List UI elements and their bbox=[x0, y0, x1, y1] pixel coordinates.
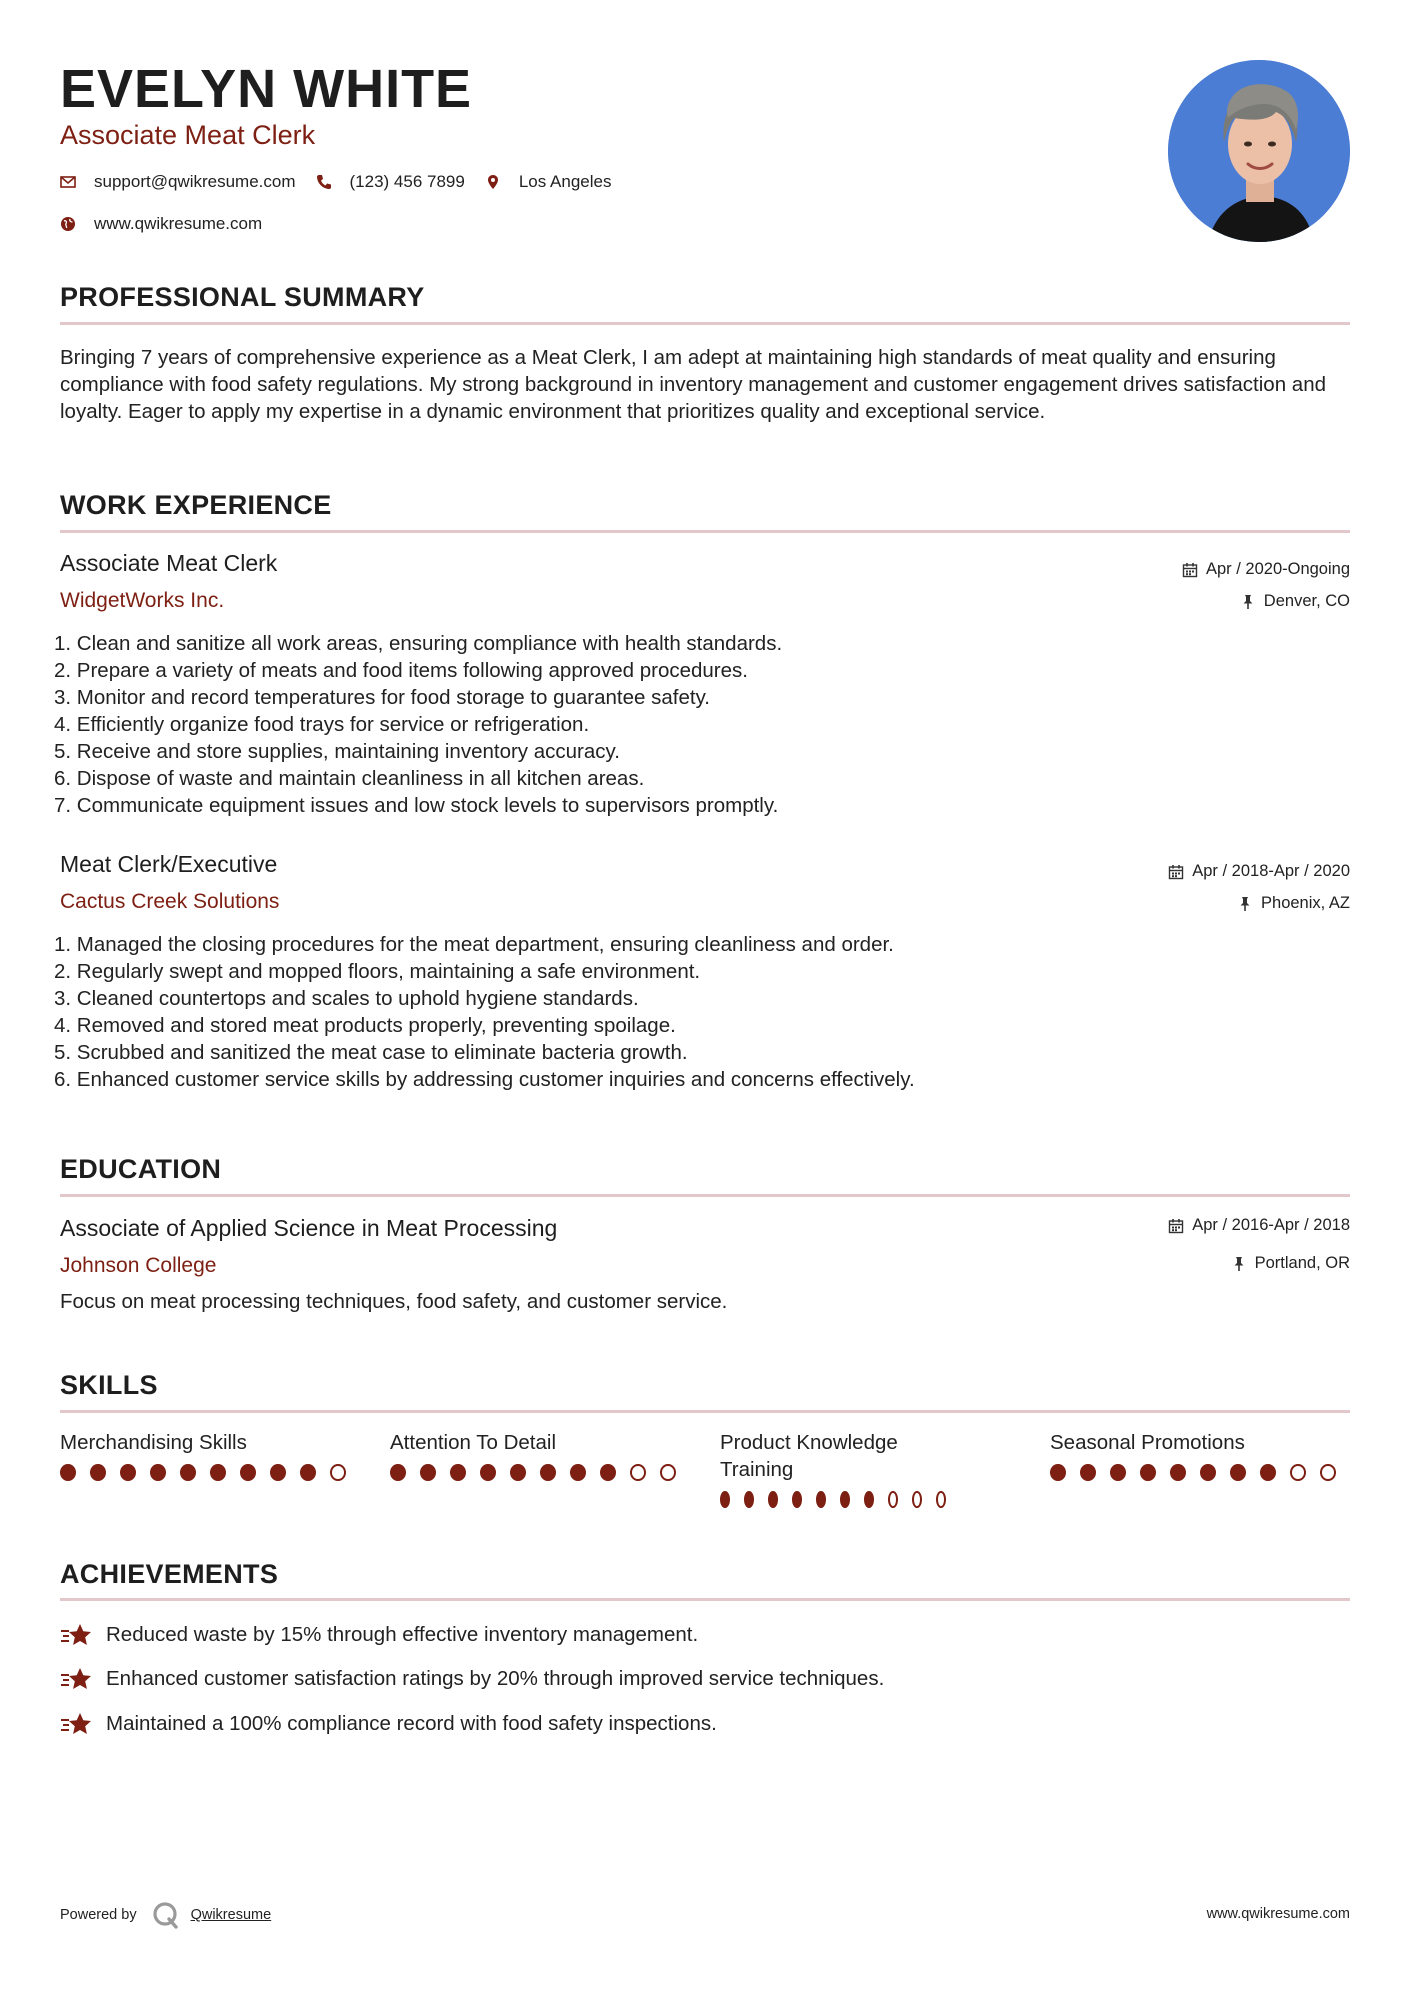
rating-dot-filled bbox=[840, 1491, 850, 1508]
rating-dot-empty bbox=[912, 1491, 922, 1508]
envelope-icon bbox=[60, 174, 76, 190]
education-location bbox=[1231, 1254, 1350, 1273]
rating-dot-filled bbox=[864, 1491, 874, 1508]
calendar-icon bbox=[1168, 864, 1184, 880]
section-divider bbox=[60, 1194, 1350, 1197]
job-location-text: Denver, CO bbox=[1263, 592, 1350, 610]
job-dates bbox=[1168, 862, 1350, 881]
skill-rating bbox=[60, 1464, 360, 1481]
email-text: support@qwikresume.com bbox=[94, 172, 296, 191]
company-name: Cactus Creek Solutions bbox=[60, 890, 280, 913]
pushpin-icon bbox=[1231, 1256, 1247, 1272]
rating-dot-filled bbox=[60, 1464, 76, 1481]
job-location bbox=[1240, 592, 1350, 611]
pushpin-icon bbox=[1237, 896, 1253, 912]
rating-dot-filled bbox=[720, 1491, 730, 1508]
rating-dot-filled bbox=[390, 1464, 406, 1481]
skill-name: Merchandising Skills bbox=[60, 1431, 247, 1454]
job-location-text: Phoenix, AZ bbox=[1261, 894, 1350, 912]
section-title-summary: PROFESSIONAL SUMMARY bbox=[60, 282, 425, 312]
rating-dot-filled bbox=[480, 1464, 496, 1481]
phone-text: (123) 456 7899 bbox=[349, 172, 465, 191]
globe-icon bbox=[60, 216, 76, 232]
rating-dot-filled bbox=[120, 1464, 136, 1481]
school-name: Johnson College bbox=[60, 1254, 217, 1277]
list-item: 6. Enhanced customer service skills by addressing customer inquiries and concerns effectively. bbox=[54, 1068, 915, 1091]
education-description: Focus on meat processing techniques, food safety, and customer service. bbox=[60, 1290, 728, 1313]
skill-item bbox=[60, 1429, 360, 1481]
list-item: 4. Efficiently organize food trays for service or refrigeration. bbox=[54, 713, 590, 736]
rating-dot-filled bbox=[768, 1491, 778, 1508]
skill-item bbox=[390, 1429, 690, 1481]
rating-dot-filled bbox=[210, 1464, 226, 1481]
list-item: 4. Removed and stored meat products properly, preventing spoilage. bbox=[54, 1014, 676, 1037]
rating-dot-empty bbox=[660, 1464, 676, 1481]
list-item: 3. Monitor and record temperatures for food storage to guarantee safety. bbox=[54, 686, 710, 709]
portrait-image bbox=[1168, 60, 1350, 242]
section-divider bbox=[60, 1410, 1350, 1413]
section-divider bbox=[60, 530, 1350, 533]
list-item: 1. Clean and sanitize all work areas, ensuring compliance with health standards. bbox=[54, 632, 783, 655]
star-icon bbox=[60, 1711, 94, 1737]
rating-dot-filled bbox=[510, 1464, 526, 1481]
list-item: 2. Regularly swept and mopped floors, maintaining a safe environment. bbox=[54, 960, 701, 983]
achievement-item bbox=[60, 1622, 698, 1648]
section-divider bbox=[60, 1598, 1350, 1601]
skill-rating bbox=[1050, 1464, 1350, 1481]
achievement-item bbox=[60, 1666, 884, 1692]
skill-item bbox=[1050, 1429, 1350, 1481]
job-dates-text: Apr / 2018-Apr / 2020 bbox=[1192, 862, 1350, 880]
job-dates-text: Apr / 2020-Ongoing bbox=[1205, 560, 1350, 578]
section-title-skills: SKILLS bbox=[60, 1370, 158, 1400]
achievement-text: Enhanced customer satisfaction ratings by 20% through improved service techniques. bbox=[106, 1667, 885, 1690]
rating-dot-empty bbox=[330, 1464, 346, 1481]
rating-dot-filled bbox=[600, 1464, 616, 1481]
achievement-text: Maintained a 100% compliance record with food safety inspections. bbox=[106, 1712, 717, 1735]
qwikresume-link[interactable]: Qwikresume bbox=[190, 1907, 272, 1923]
skill-name: Product Knowledge Training bbox=[720, 1431, 898, 1481]
rating-dot-filled bbox=[240, 1464, 256, 1481]
map-pin-icon bbox=[485, 174, 501, 190]
rating-dot-filled bbox=[180, 1464, 196, 1481]
education-dates bbox=[1168, 1216, 1350, 1235]
rating-dot-filled bbox=[420, 1464, 436, 1481]
profile-photo bbox=[1168, 60, 1350, 242]
rating-dot-filled bbox=[792, 1491, 802, 1508]
calendar-icon bbox=[1168, 1218, 1184, 1234]
calendar-icon bbox=[1182, 562, 1198, 578]
rating-dot-filled bbox=[1230, 1464, 1246, 1481]
star-icon bbox=[60, 1666, 94, 1692]
list-item: 5. Receive and store supplies, maintaining inventory accuracy. bbox=[54, 740, 620, 763]
website-text: www.qwikresume.com bbox=[94, 214, 263, 233]
contact-location bbox=[485, 172, 612, 192]
company-name: WidgetWorks Inc. bbox=[60, 589, 225, 612]
education-dates-text: Apr / 2016-Apr / 2018 bbox=[1192, 1216, 1350, 1234]
skill-rating bbox=[390, 1464, 690, 1481]
job-bullets bbox=[54, 630, 1254, 819]
section-title-education: EDUCATION bbox=[60, 1154, 222, 1184]
star-icon bbox=[60, 1622, 94, 1648]
section-divider bbox=[60, 322, 1350, 325]
skill-rating bbox=[720, 1491, 960, 1508]
skill-name: Seasonal Promotions bbox=[1050, 1431, 1245, 1454]
contact-website bbox=[60, 214, 262, 234]
rating-dot-filled bbox=[300, 1464, 316, 1481]
job-bullets bbox=[54, 931, 1254, 1093]
rating-dot-filled bbox=[1170, 1464, 1186, 1481]
contact-phone bbox=[316, 172, 465, 192]
list-item: 5. Scrubbed and sanitized the meat case to eliminate bacteria growth. bbox=[54, 1041, 688, 1064]
rating-dot-empty bbox=[630, 1464, 646, 1481]
rating-dot-empty bbox=[888, 1491, 898, 1508]
rating-dot-filled bbox=[1200, 1464, 1216, 1481]
section-title-achievements: ACHIEVEMENTS bbox=[60, 1559, 279, 1589]
rating-dot-filled bbox=[1260, 1464, 1276, 1481]
footer-powered-by bbox=[60, 1900, 271, 1930]
section-title-experience: WORK EXPERIENCE bbox=[60, 490, 332, 520]
list-item: 2. Prepare a variety of meats and food items following approved procedures. bbox=[54, 659, 748, 682]
qwikresume-logo-icon bbox=[151, 1900, 181, 1930]
contact-email bbox=[60, 172, 296, 192]
list-item: 3. Cleaned countertops and scales to uphold hygiene standards. bbox=[54, 987, 639, 1010]
contact-row-primary bbox=[60, 172, 631, 192]
rating-dot-empty bbox=[936, 1491, 946, 1508]
rating-dot-filled bbox=[1110, 1464, 1126, 1481]
candidate-title: Associate Meat Clerk bbox=[60, 120, 316, 150]
rating-dot-empty bbox=[1290, 1464, 1306, 1481]
rating-dot-filled bbox=[1080, 1464, 1096, 1481]
location-text: Los Angeles bbox=[518, 172, 612, 191]
rating-dot-filled bbox=[816, 1491, 826, 1508]
candidate-name: EVELYN WHITE bbox=[60, 59, 473, 119]
rating-dot-filled bbox=[744, 1491, 754, 1508]
education-location-text: Portland, OR bbox=[1254, 1254, 1350, 1272]
rating-dot-filled bbox=[1140, 1464, 1156, 1481]
achievement-text: Reduced waste by 15% through effective inventory management. bbox=[106, 1623, 699, 1646]
rating-dot-empty bbox=[1320, 1464, 1336, 1481]
list-item: 1. Managed the closing procedures for the meat department, ensuring cleanliness and order. bbox=[54, 933, 894, 956]
degree-title: Associate of Applied Science in Meat Processing bbox=[60, 1215, 558, 1241]
rating-dot-filled bbox=[570, 1464, 586, 1481]
achievement-item bbox=[60, 1711, 717, 1737]
summary-text: Bringing 7 years of comprehensive experience as a Meat Clerk, I am adept at maintaining high standards of meat quality and ensuring compliance with food safety regulations. My strong background in inventory management and customer engagement drives satisfaction and loyalty. Eager to apply my expertise in a dynamic environment that prioritizes quality and exceptional service. bbox=[60, 346, 1327, 423]
skill-name: Attention To Detail bbox=[390, 1431, 557, 1454]
list-item: 6. Dispose of waste and maintain cleanliness in all kitchen areas. bbox=[54, 767, 645, 790]
pushpin-icon bbox=[1240, 594, 1256, 610]
job-dates bbox=[1182, 560, 1350, 579]
rating-dot-filled bbox=[90, 1464, 106, 1481]
job-title: Meat Clerk/Executive bbox=[60, 851, 278, 877]
rating-dot-filled bbox=[150, 1464, 166, 1481]
powered-by-text: Powered by bbox=[60, 1907, 137, 1923]
contact-row-secondary bbox=[60, 214, 282, 234]
rating-dot-filled bbox=[450, 1464, 466, 1481]
rating-dot-filled bbox=[270, 1464, 286, 1481]
list-item: 7. Communicate equipment issues and low stock levels to supervisors promptly. bbox=[54, 794, 779, 817]
phone-icon bbox=[316, 174, 332, 190]
job-title: Associate Meat Clerk bbox=[60, 550, 278, 576]
rating-dot-filled bbox=[1050, 1464, 1066, 1481]
skill-item bbox=[720, 1429, 960, 1508]
job-location bbox=[1237, 894, 1350, 913]
footer-website[interactable]: www.qwikresume.com bbox=[1206, 1906, 1350, 1922]
rating-dot-filled bbox=[540, 1464, 556, 1481]
